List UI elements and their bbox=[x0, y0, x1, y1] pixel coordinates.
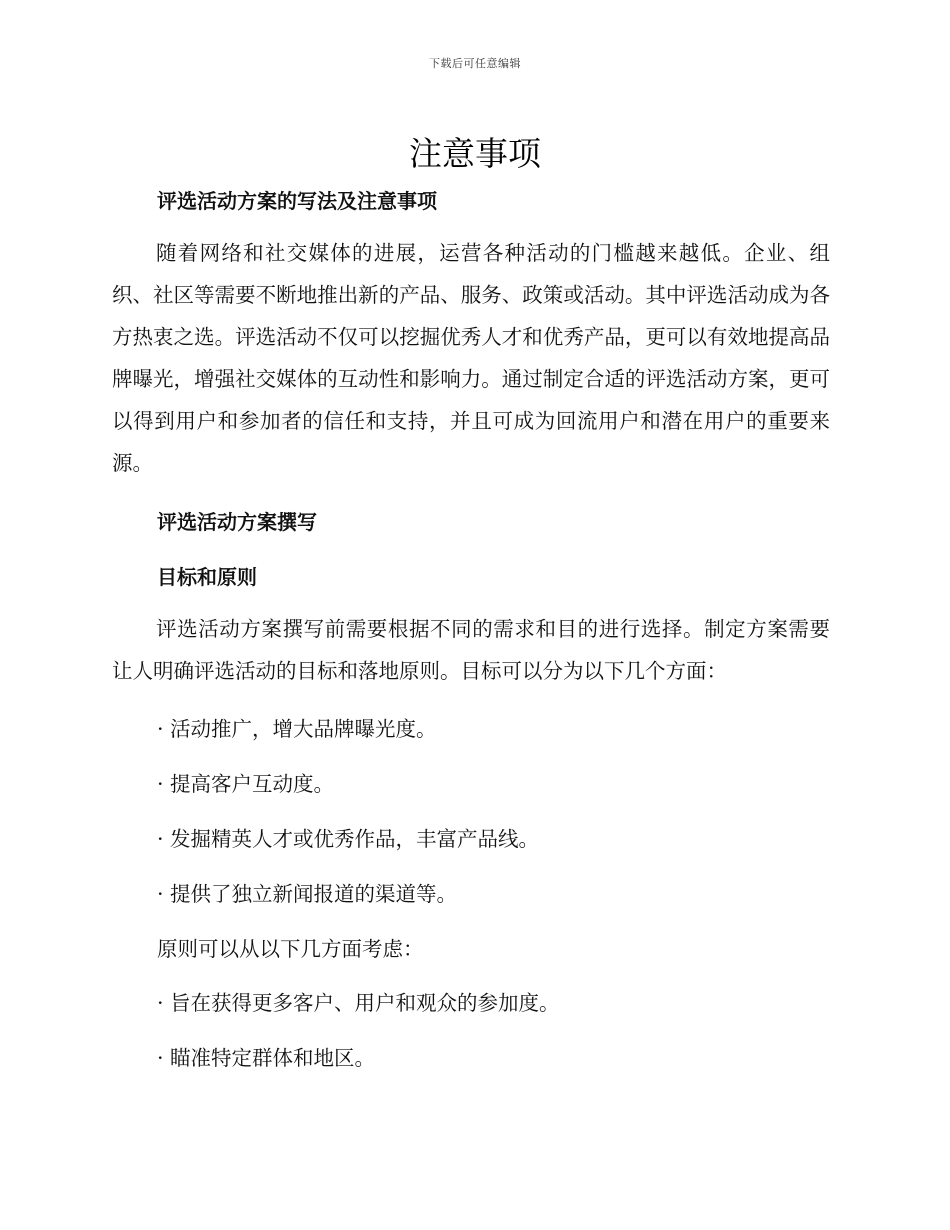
page-title: 注意事项 bbox=[409, 134, 541, 173]
list-item: · 旨在获得更多客户、用户和观众的参加度。 bbox=[157, 991, 560, 1015]
subsection-heading: 评选活动方案撰写 bbox=[157, 510, 317, 534]
goals-paragraph: 评选活动方案撰写前需要根据不同的需求和目的进行选择。制定方案需要让人明确评选活动的目标和落地原则。目标可以分为以下几个方面： bbox=[112, 617, 830, 683]
intro-paragraph: 随着网络和社交媒体的进展，运营各种活动的门槛越来越低。企业、组织、社区等需要不断地推出新的产品、服务、政策或活动。其中评选活动成为各方热衷之选。评选活动不仅可以挖掘优秀人才和优秀产品，更可以有效地提高品牌曝光，增强社交媒体的互动性和影响力。通过制定合适的评选活动方案，更可以得到用户和参加者的信任和支持，并且可成为回流用户和潜在用户的重要来源。 bbox=[112, 241, 830, 475]
list-item: · 瞄准特定群体和地区。 bbox=[157, 1046, 376, 1070]
list-item: · 提供了独立新闻报道的渠道等。 bbox=[157, 882, 458, 906]
section-heading: 评选活动方案的写法及注意事项 bbox=[157, 189, 437, 213]
list-item: · 活动推广，增大品牌曝光度。 bbox=[157, 717, 437, 741]
subsection-heading: 目标和原则 bbox=[157, 565, 257, 589]
list-item: · 发掘精英人才或优秀作品，丰富产品线。 bbox=[157, 827, 540, 851]
principles-intro: 原则可以从以下几方面考虑： bbox=[157, 937, 424, 961]
list-item: · 提高客户互动度。 bbox=[157, 772, 335, 796]
header-note: 下载后可任意编辑 bbox=[429, 57, 521, 70]
